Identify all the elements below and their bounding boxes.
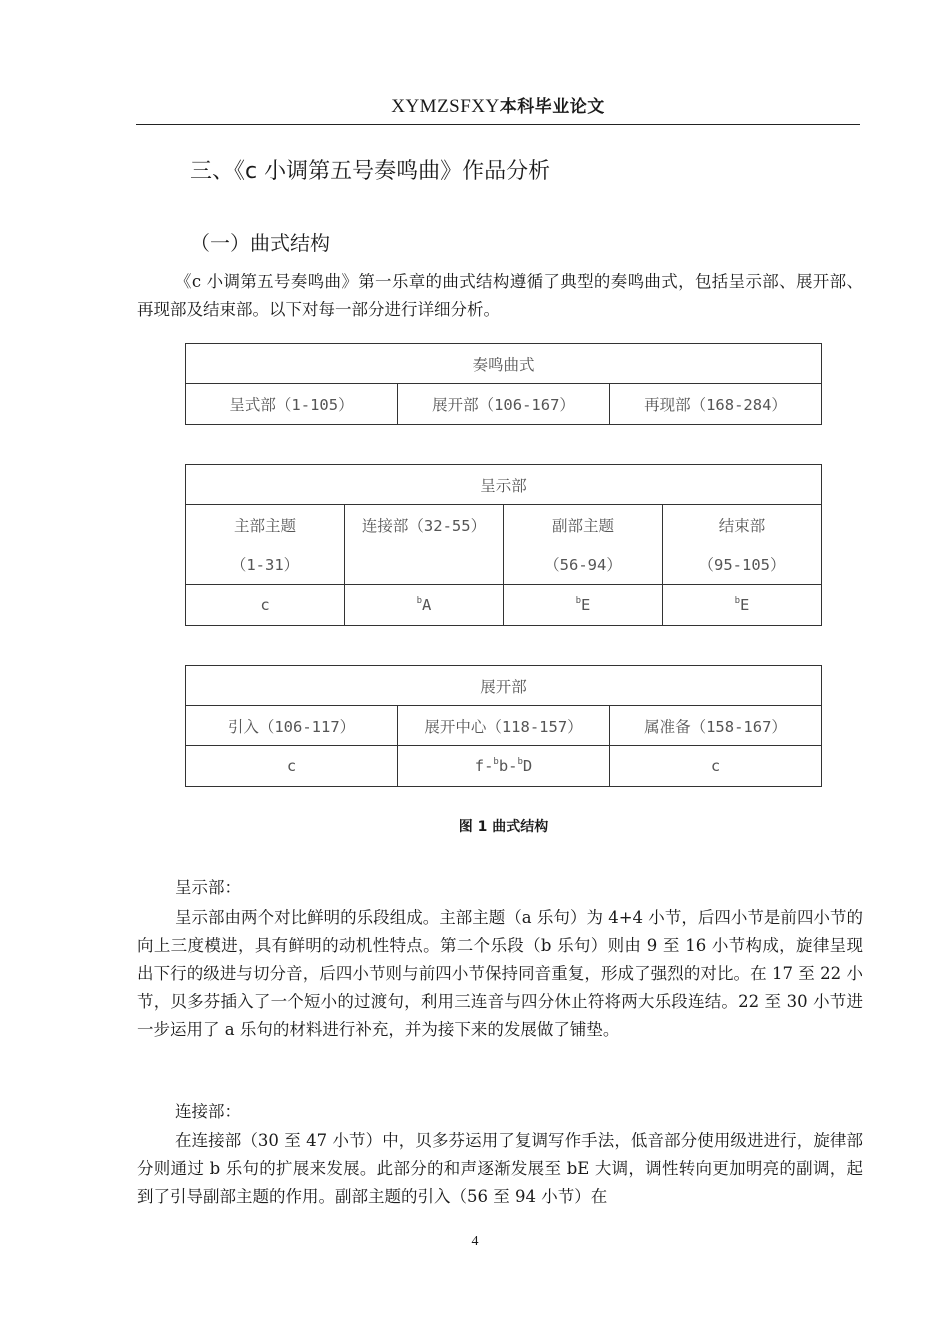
flat-sign: b [575,595,582,606]
exposition-paragraph: 呈示部由两个对比鲜明的乐段组成。主部主题（a 乐句）为 4+4 小节，后四小节是前四小节的向上三度模进，具有鲜明的动机性特点。第二个乐段（b 乐句）则由 9 至 16 小节构成，旋律呈现出下行的级进与切分音，后四小节则与前四小节保持同音重复，形成了强烈的对比。在 17 至 22 小节，贝多芬插入了一个短小的过渡句，利用三连音与四分休止符将两大乐段连结。22 至 30 小节进一步运用了 a 乐句的材料进行补充，并为接下来的发展做了铺垫。 [137,908,863,1039]
table-title: 奏鸣曲式 [186,344,822,384]
page-header [136,92,860,118]
sonata-form-table [185,343,822,425]
exposition-label: 呈示部： [175,878,241,897]
key-label: E [581,596,591,614]
key-cell: c [610,746,822,787]
table-cell: 引入（106-117） [186,706,398,746]
development-table [185,665,822,787]
key-cell [186,585,345,626]
subsection-title: （一）曲式结构 [190,231,330,255]
header-title: 本科毕业论文 [499,97,605,117]
transition-paragraph: 在连接部（30 至 47 小节）中，贝多芬运用了复调写作手法，低音部分使用级进进行，旋律部分则通过 b 乐句的扩展来发展。此部分的和声逐渐发展至 bE 大调，调性转向更加明亮的副调，起到了引导副部主题的作用。副部主题的引入（56 至 94 小节）在 [137,1131,863,1206]
key-label: A [422,596,432,614]
table-title: 呈示部 [186,465,822,505]
key-label: D [522,757,533,775]
header-latin: XYMZSFXY [391,96,500,117]
key-cell [345,585,504,626]
key-label: f- [474,757,494,775]
intro-paragraph: 《c 小调第五号奏鸣曲》第一乐章的曲式结构遵循了典型的奏鸣曲式，包括呈示部、展开部、再现部及结束部。以下对每一部分进行详细分析。 [137,272,863,319]
table-cell: 结束部 [663,505,822,545]
table-cell: 主部主题 [186,505,345,545]
page-number: 4 [471,1234,479,1249]
table-cell: 属准备（158-167） [610,706,822,746]
table-cell: 再现部（168-284） [610,384,822,425]
table-cell: 连接部（32-55） [345,505,504,545]
flat-sign: b [416,595,423,606]
transition-label: 连接部： [175,1102,241,1121]
table-cell: 展开部（106-167） [398,384,610,425]
flat-sign: b [734,595,741,606]
table-cell: 展开中心（118-157） [398,706,610,746]
key-cell [504,585,663,626]
flat-sign: b [493,756,499,767]
flat-sign: b [517,756,523,767]
table-cell [345,545,504,585]
key-cell [398,746,610,787]
table-title: 展开部 [186,666,822,706]
figure-caption: 图 1 曲式结构 [458,819,549,835]
table-cell: （1-31） [186,545,345,585]
table-cell: （56-94） [504,545,663,585]
table-cell: 呈式部（1-105） [186,384,398,425]
key-label: b- [498,757,518,775]
key-cell: c [186,746,398,787]
key-cell [663,585,822,626]
key-label: E [740,596,750,614]
section-title: 三、《c 小调第五号奏鸣曲》作品分析 [190,159,551,184]
exposition-table [185,464,822,626]
table-cell: （95-105） [663,545,822,585]
header-divider [136,124,860,125]
key-label: c [260,596,270,614]
table-cell: 副部主题 [504,505,663,545]
